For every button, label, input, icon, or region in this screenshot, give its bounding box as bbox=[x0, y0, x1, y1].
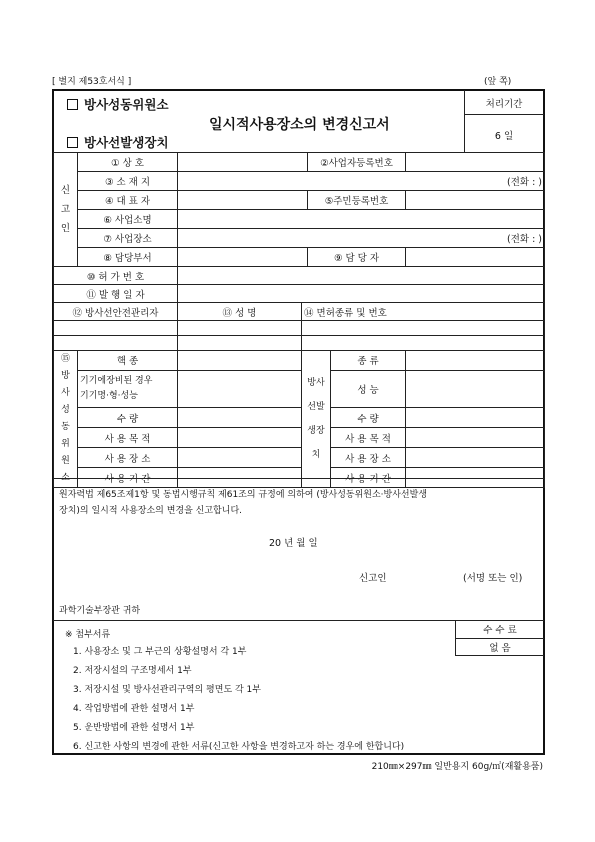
fee-value: 없 음 bbox=[456, 638, 545, 655]
attachments-section bbox=[53, 620, 544, 754]
addressee: 과학기술부장관 귀하 bbox=[59, 606, 141, 616]
signature-label[interactable]: (서명 또는 인) bbox=[463, 573, 523, 584]
processing-period-value: 6 일 bbox=[494, 131, 514, 142]
representative-label: ④ 대 표 자 bbox=[78, 191, 178, 210]
isotope-place-label: 사 용 장 소 bbox=[78, 448, 178, 468]
declaration-text-2: 장치)의 일시적 사용장소의 변경을 신고합니다. bbox=[59, 506, 243, 516]
department-field[interactable] bbox=[178, 248, 308, 267]
isotope-checkbox[interactable] bbox=[67, 99, 78, 110]
business-name-label: ① 상 호 bbox=[78, 153, 178, 172]
attachment-item: 4. 작업방법에 관한 설명서 1부 bbox=[73, 704, 195, 714]
representative-field[interactable] bbox=[178, 191, 308, 210]
nuclide-field[interactable] bbox=[178, 351, 302, 371]
reporter-table bbox=[53, 152, 545, 267]
form-title: 일시적사용장소의 변경신고서 bbox=[209, 117, 390, 133]
department-label: ⑧ 담당부서 bbox=[78, 248, 178, 267]
generator-type-label: 종 류 bbox=[331, 351, 406, 371]
generator-performance-label: 성 능 bbox=[331, 370, 406, 408]
business-no-label: ②사업자등록번호 bbox=[308, 153, 406, 172]
license-label: ⑭ 면허종류 및 번호 bbox=[302, 303, 545, 321]
generator-group-label: 방사 선발 생장 치 bbox=[302, 351, 331, 488]
safety-manager-label: ⑫ 방사선안전관리자 bbox=[54, 303, 178, 321]
declaration-text-1: 원자력법 제65조제1항 및 동법시행규칙 제61조의 규정에 의하여 (방사성동위원소·방사선발생 bbox=[59, 490, 428, 500]
person-in-charge-label: ⑨ 담 당 자 bbox=[308, 248, 406, 267]
attachments-list bbox=[73, 643, 404, 757]
isotope-quantity-label: 수 량 bbox=[78, 408, 178, 428]
generator-place-label: 사 용 장 소 bbox=[331, 448, 406, 468]
paper-spec: 210㎜×297㎜ 일반용지 60g/㎡(재활용품) bbox=[371, 762, 543, 772]
site-name-label: ⑥ 사업소명 bbox=[78, 210, 178, 229]
isotope-purpose-label: 사 용 목 적 bbox=[78, 428, 178, 448]
generator-type-field[interactable] bbox=[406, 351, 545, 371]
resident-no-label: ⑤주민등록번호 bbox=[308, 191, 406, 210]
business-no-field[interactable] bbox=[406, 153, 545, 172]
generator-place-field[interactable] bbox=[406, 448, 545, 468]
source-table bbox=[53, 350, 545, 488]
manager-name-label: ⑬ 성 명 bbox=[178, 303, 302, 321]
isotope-place-field[interactable] bbox=[178, 448, 302, 468]
fee-table bbox=[455, 621, 544, 656]
generator-quantity-field[interactable] bbox=[406, 408, 545, 428]
issue-date-label: ⑪ 발 행 일 자 bbox=[54, 285, 178, 303]
generator-checkbox[interactable] bbox=[67, 137, 78, 148]
declaration-section bbox=[53, 478, 544, 621]
resident-no-field[interactable] bbox=[406, 191, 545, 210]
processing-period-label: 처리기간 bbox=[485, 99, 523, 110]
generator-quantity-label: 수 량 bbox=[331, 408, 406, 428]
person-in-charge-field[interactable] bbox=[406, 248, 545, 267]
site-phone: (전화 : ) bbox=[506, 234, 542, 245]
applicant-label: 신고인 bbox=[359, 573, 387, 584]
nuclide-label: 핵 종 bbox=[78, 351, 178, 371]
declaration-date[interactable]: 20 년 월 일 bbox=[269, 538, 318, 549]
device-field[interactable] bbox=[178, 370, 302, 408]
attachment-item: 6. 신고한 사항의 변경에 관한 서류(신고한 사항을 변경하고자 하는 경우에 한합니다) bbox=[73, 742, 405, 752]
page-side: (앞 쪽) bbox=[484, 77, 512, 87]
address-label: ③ 소 재 지 bbox=[78, 172, 178, 191]
attachment-item: 2. 저장시설의 구조명세서 1부 bbox=[73, 666, 192, 676]
site-location-field[interactable] bbox=[178, 229, 545, 248]
address-field[interactable] bbox=[178, 172, 545, 191]
form-number: [ 별지 제53호서식 ] bbox=[52, 77, 132, 87]
generator-purpose-label: 사 용 목 적 bbox=[331, 428, 406, 448]
attachments-heading: ※ 첨부서류 bbox=[65, 630, 111, 640]
safety-manager-field-2[interactable] bbox=[54, 336, 178, 351]
attachment-item: 5. 운반방법에 관한 설명서 1부 bbox=[73, 723, 195, 733]
option-generator[interactable]: 방사선발생장치 bbox=[67, 133, 169, 151]
permit-no-label: ⑩ 허 가 번 호 bbox=[54, 267, 178, 285]
reporter-group-label: 신 고 인 bbox=[54, 153, 78, 267]
isotope-period-label: 사 용 기 간 bbox=[78, 468, 178, 488]
device-note-label: 기기에장비된 경우 기기명·형·성능 bbox=[78, 370, 178, 408]
safety-manager-field[interactable] bbox=[54, 321, 178, 336]
permit-no-field[interactable] bbox=[178, 267, 545, 285]
license-field[interactable] bbox=[302, 321, 545, 336]
site-location-label: ⑦ 사업장소 bbox=[78, 229, 178, 248]
fee-label: 수 수 료 bbox=[456, 621, 545, 638]
option-isotope[interactable]: 방사성동위원소 bbox=[67, 95, 169, 113]
manager-name-field[interactable] bbox=[178, 321, 302, 336]
generator-performance-field[interactable] bbox=[406, 370, 545, 408]
attachment-item: 1. 사용장소 및 그 부근의 상황설명서 각 1부 bbox=[73, 647, 247, 657]
title-section bbox=[53, 90, 544, 152]
generator-period-label: 사 용 기 간 bbox=[331, 468, 406, 488]
generator-purpose-field[interactable] bbox=[406, 428, 545, 448]
license-field-2[interactable] bbox=[302, 336, 545, 351]
attachment-item: 3. 저장시설 및 방사선관리구역의 평면도 각 1부 bbox=[73, 685, 261, 695]
isotope-group-label: ⑮ 방 사 성 동 위 원 소 bbox=[54, 351, 78, 488]
isotope-purpose-field[interactable] bbox=[178, 428, 302, 448]
address-phone: (전화 : ) bbox=[506, 177, 542, 188]
manager-name-field-2[interactable] bbox=[178, 336, 302, 351]
site-name-field[interactable] bbox=[178, 210, 545, 229]
permit-table bbox=[53, 266, 545, 351]
issue-date-field[interactable] bbox=[178, 285, 545, 303]
business-name-field[interactable] bbox=[178, 153, 308, 172]
isotope-quantity-field[interactable] bbox=[178, 408, 302, 428]
